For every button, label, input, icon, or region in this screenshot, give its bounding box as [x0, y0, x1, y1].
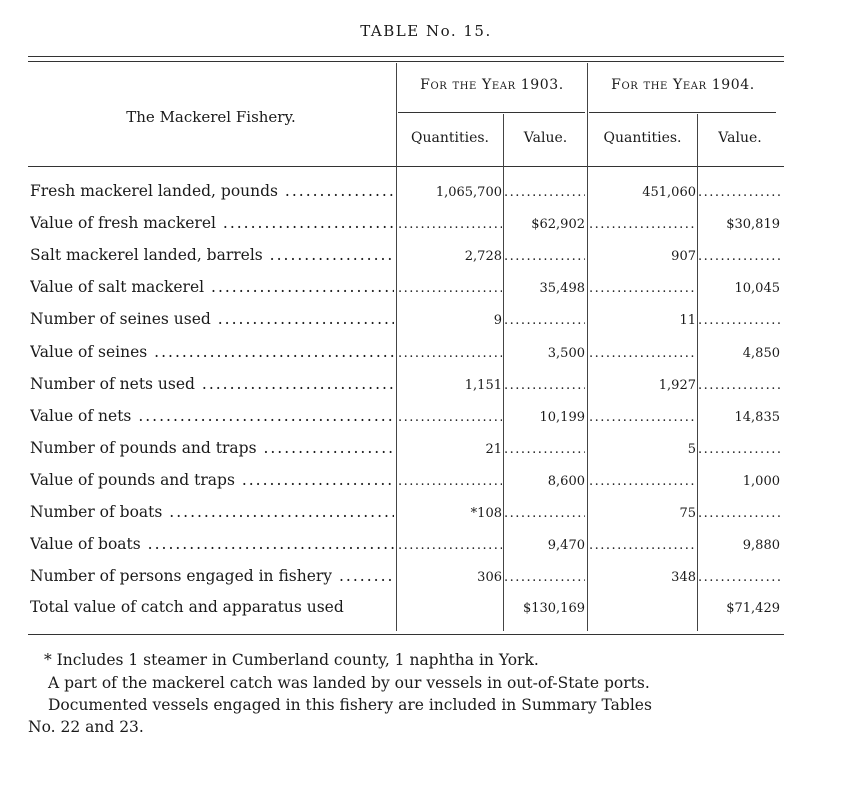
- row-label: Value of salt mackerel .....: [30, 278, 394, 296]
- table-row: [0, 567, 852, 589]
- cell-q1903: [398, 471, 502, 493]
- cell-v1903: [504, 375, 585, 397]
- quantities-1904-header: Quantities.: [603, 130, 682, 146]
- cell-v1904: [698, 439, 780, 461]
- row-label: Value of boats .....: [30, 535, 394, 553]
- cell-q1904: 75: [679, 506, 696, 521]
- cell-q1903: 306: [477, 570, 502, 586]
- cell-v1903: [504, 439, 585, 461]
- cell-v1904: 10,045: [734, 281, 780, 297]
- total-value-1903: $130,169: [522, 601, 585, 616]
- cell-v1903: 35,498: [539, 281, 585, 297]
- cell-v1903: 10,199: [539, 409, 585, 425]
- quantities-1903-header: Quantities.: [411, 130, 489, 146]
- year-1903-header: For the Year 1903.: [420, 77, 564, 93]
- cell-q1903: 1,151: [464, 377, 502, 393]
- total-value-1904: $71,429: [726, 601, 780, 616]
- cell-v1903: 9,470: [547, 538, 585, 554]
- year-1903-underline: [398, 112, 585, 113]
- cell-v1904: [698, 567, 780, 589]
- row-label: Fresh mackerel landed, pounds .....: [30, 182, 394, 200]
- cell-v1904: 1,000: [742, 473, 780, 489]
- cell-v1903: [504, 246, 585, 268]
- table-title: TABLE No. 15.: [360, 22, 492, 40]
- cell-q1903: [398, 214, 502, 236]
- cell-q1904: 1,927: [658, 377, 696, 393]
- row-label: Number of persons engaged in fishery .....: [30, 567, 394, 585]
- cell-q1903: 2,728: [464, 249, 502, 265]
- cell-v1904: [698, 310, 780, 332]
- row-label: Value of fresh mackerel .....: [30, 214, 394, 232]
- footnote-2: A part of the mackerel catch was landed by our vessels in out-of-State ports.: [48, 674, 650, 692]
- row-label: Number of boats .....: [30, 503, 394, 521]
- cell-q1904: 5: [687, 441, 696, 457]
- cell-q1903: [398, 407, 502, 429]
- total-label: Total value of catch and apparatus used: [30, 598, 344, 616]
- table-row: [0, 407, 852, 429]
- table-row: [0, 310, 852, 332]
- cell-v1904: 14,835: [734, 409, 780, 425]
- cell-q1904: [589, 343, 696, 365]
- cell-v1903: [504, 503, 585, 525]
- cell-q1903: 1,065,700: [435, 185, 502, 200]
- cell-q1904: [589, 407, 696, 429]
- cell-q1904: 11: [679, 313, 696, 329]
- footnote-1: * Includes 1 steamer in Cumberland county, 1 naphtha in York.: [44, 651, 539, 669]
- value-1903-header: Value.: [523, 130, 568, 146]
- total-row: [0, 598, 852, 620]
- cell-q1903: [398, 535, 502, 557]
- cell-v1903: 8,600: [547, 473, 585, 489]
- cell-v1903: [504, 182, 585, 204]
- table-row: [0, 214, 852, 236]
- footnote-3: Documented vessels engaged in this fishery are included in Summary Tables: [48, 696, 652, 714]
- cell-q1904: [589, 214, 696, 236]
- cell-q1904: 348: [671, 570, 696, 586]
- cell-v1904: [698, 375, 780, 397]
- cell-v1904: [698, 246, 780, 268]
- table-row: [0, 535, 852, 557]
- cell-v1903: [504, 310, 585, 332]
- table-row: [0, 503, 852, 525]
- cell-q1903: [398, 278, 502, 300]
- cell-v1904: 9,880: [742, 538, 780, 554]
- cell-q1903: *108: [470, 506, 502, 521]
- cell-v1904: [698, 503, 780, 525]
- table-row: [0, 182, 852, 204]
- top-rule-2: [28, 61, 784, 62]
- table-row: [0, 278, 852, 300]
- table-row: [0, 439, 852, 461]
- cell-q1904: [589, 471, 696, 493]
- row-label: Salt mackerel landed, barrels .....: [30, 246, 394, 264]
- row-label: Value of nets .....: [30, 407, 394, 425]
- cell-v1903: 3,500: [547, 345, 585, 361]
- row-label: Value of pounds and traps .....: [30, 471, 394, 489]
- cell-q1903: 21: [485, 441, 502, 457]
- cell-v1904: 4,850: [742, 345, 780, 361]
- stub-header: The Mackerel Fishery.: [126, 108, 296, 126]
- footnote-4: No. 22 and 23.: [28, 718, 144, 736]
- cell-q1904: [589, 535, 696, 557]
- table-row: [0, 471, 852, 493]
- table-row: [0, 343, 852, 365]
- cell-q1903: [398, 343, 502, 365]
- cell-q1903: 9: [493, 313, 502, 329]
- row-label: Number of pounds and traps .....: [30, 439, 394, 457]
- year-1904-header: For the Year 1904.: [611, 77, 755, 93]
- table-row: [0, 375, 852, 397]
- row-label: Number of seines used .....: [30, 310, 394, 328]
- cell-v1903: $62,902: [531, 217, 585, 233]
- cell-q1904: 907: [671, 249, 696, 265]
- bottom-rule: [28, 634, 784, 635]
- cell-q1904: 451,060: [642, 185, 696, 200]
- row-label: Number of nets used .....: [30, 375, 394, 393]
- table-row: [0, 246, 852, 268]
- year-1904-underline: [589, 112, 776, 113]
- cell-v1904: $30,819: [726, 217, 780, 233]
- row-label: Value of seines .....: [30, 343, 394, 361]
- header-bottom-rule: [28, 166, 784, 167]
- value-1904-header: Value.: [718, 130, 762, 146]
- cell-q1904: [589, 278, 696, 300]
- top-rule-1: [28, 56, 784, 57]
- cell-v1904: [698, 182, 780, 204]
- cell-v1903: [504, 567, 585, 589]
